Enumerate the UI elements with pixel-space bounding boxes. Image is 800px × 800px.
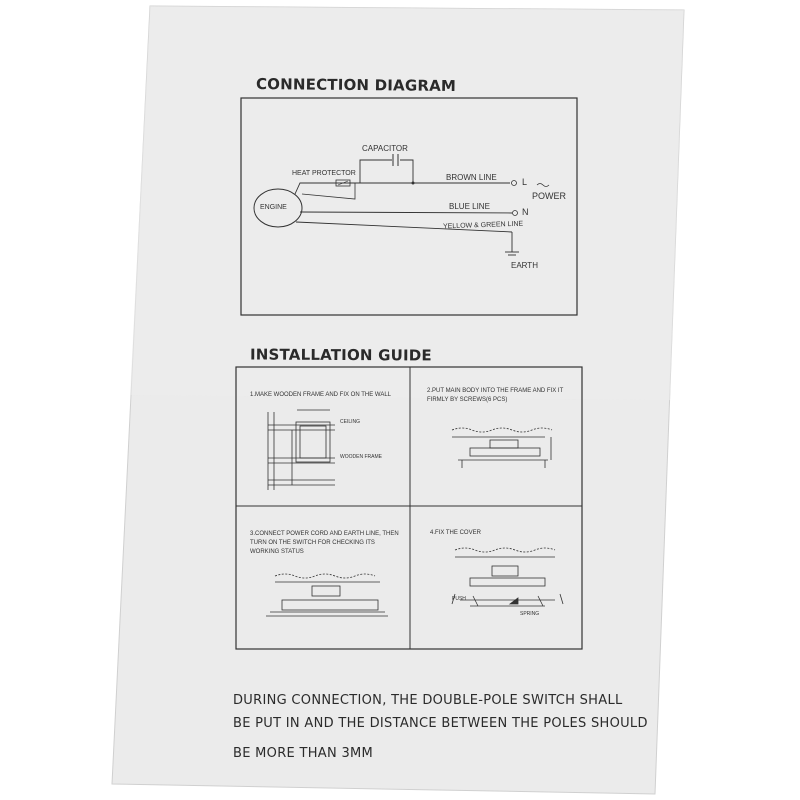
l-terminal-label: L — [522, 177, 528, 187]
engine-label: ENGINE — [260, 204, 287, 211]
push-label: PUSH — [452, 596, 466, 602]
ceiling-label: CEILING — [340, 419, 361, 425]
yellow-green-line-label: YELLOW & GREEN LINE — [442, 220, 524, 231]
installation-guide-title: INSTALLATION GUIDE — [249, 345, 432, 365]
notice-line-1: DURING CONNECTION, THE DOUBLE-POLE SWITCH SHALL — [233, 693, 623, 708]
step4-text: 4.FIX THE COVER — [430, 530, 481, 536]
heat-protector-label: HEAT PROTECTOR — [292, 170, 356, 177]
notice-line-3: BE MORE THAN 3MM — [233, 746, 374, 761]
n-terminal-label: N — [522, 207, 529, 217]
capacitor-label: CAPACITOR — [362, 144, 408, 153]
power-label: POWER — [532, 191, 567, 201]
step2-text: 2.PUT MAIN BODY INTO THE FRAME AND FIX IT FIRMLY BY SCREWS(6 PCS) — [427, 388, 564, 403]
wooden-frame-label: WOODEN FRAME — [340, 454, 382, 460]
connection-diagram-title: CONNECTION DIAGRAM — [255, 74, 457, 96]
blue-line-label: BLUE LINE — [449, 202, 490, 211]
step1-text: 1.MAKE WOODEN FRAME AND FIX ON THE WALL — [250, 392, 392, 398]
earth-label: EARTH — [511, 261, 538, 270]
spring-label: SPRING — [520, 611, 540, 617]
notice-line-2: BE PUT IN AND THE DISTANCE BETWEEN THE POLES SHOULD — [233, 716, 648, 731]
step3-text: 3.CONNECT POWER CORD AND EARTH LINE, THEN TURN ON THE SWITCH FOR CHECKING ITS WORKING STATUS — [250, 531, 399, 555]
brown-line-label: BROWN LINE — [446, 173, 497, 182]
